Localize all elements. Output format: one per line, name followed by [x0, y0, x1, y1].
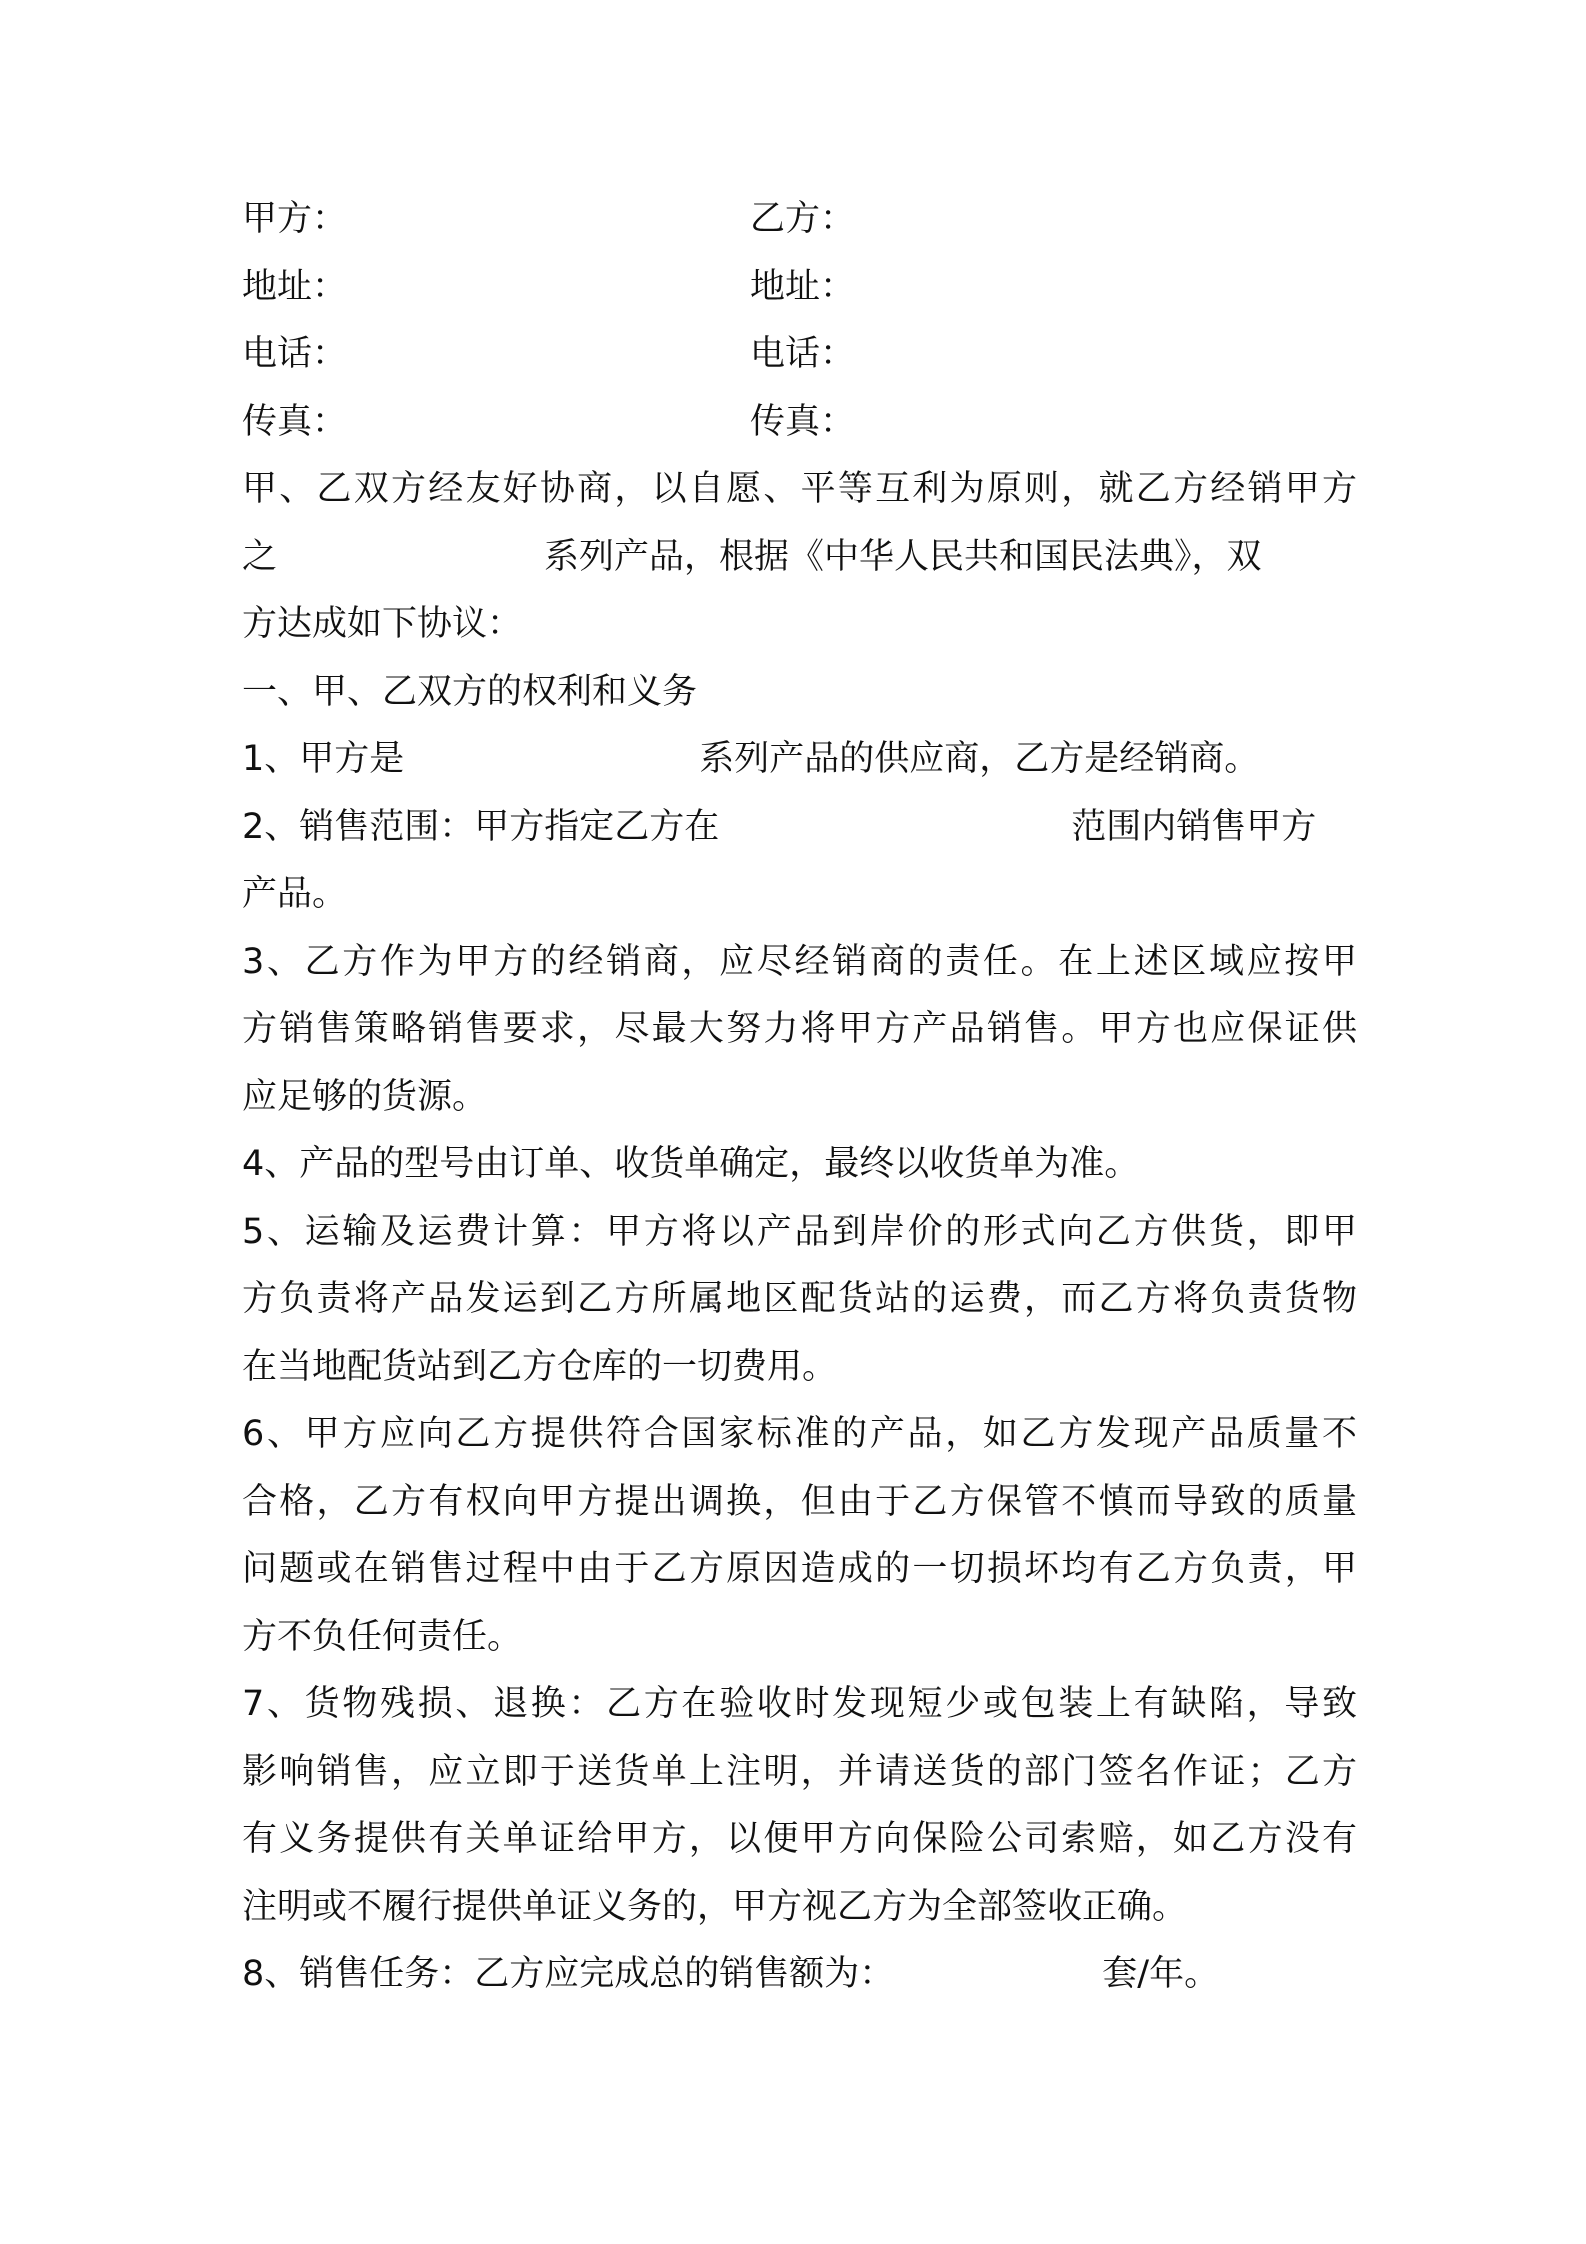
clause-7-line-3: 有义务提供有关单证给甲方，以便甲方向保险公司索赔，如乙方没有: [242, 1819, 1357, 1859]
clause-8-end: 套/年。: [1102, 1954, 1220, 1994]
clause-1-end: 系列产品的供应商，乙方是经销商。: [699, 739, 1260, 779]
clause-2-line-2: 产品。: [242, 874, 348, 914]
clause-6-line-1: 6、甲方应向乙方提供符合国家标准的产品，如乙方发现产品质量不: [242, 1414, 1357, 1454]
party-a-label: 甲方：: [242, 199, 348, 239]
clause-6-line-4: 方不负任何责任。: [242, 1616, 523, 1657]
clause-5-line-2: 方负责将产品发运到乙方所属地区配货站的运费，而乙方将负责货物: [242, 1279, 1357, 1319]
intro-line-2-end: 系列产品，根据《中华人民共和国民法典》，双: [544, 536, 1262, 577]
clause-5-line-1: 5、运输及运费计算：甲方将以产品到岸价的形式向乙方供货，即甲: [242, 1211, 1357, 1252]
clause-2-end: 范围内销售甲方: [1071, 806, 1317, 847]
clause-6-line-2: 合格，乙方有权向甲方提出调换，但由于乙方保管不慎而导致的质量: [242, 1481, 1357, 1522]
clause-4: 4、产品的型号由订单、收货单确定，最终以收货单为准。: [242, 1144, 1140, 1184]
clause-6-line-3: 问题或在销售过程中由于乙方原因造成的一切损坏均有乙方负责，甲: [242, 1549, 1357, 1589]
clause-3-line-2: 方销售策略销售要求，尽最大努力将甲方产品销售。甲方也应保证供: [242, 1009, 1357, 1049]
party-a-fax-label: 传真：: [242, 401, 348, 442]
intro-line-2-start: 之: [242, 536, 278, 577]
party-b-fax-label: 传真：: [750, 401, 856, 442]
clause-7-line-4: 注明或不履行提供单证义务的，甲方视乙方为全部签收正确。: [242, 1886, 1188, 1927]
party-b-address-label: 地址：: [750, 266, 856, 307]
clause-3-line-3: 应足够的货源。: [242, 1076, 488, 1117]
party-b-phone-label: 电话：: [750, 334, 856, 374]
section-1-heading: 一、甲、乙双方的权利和义务: [242, 671, 698, 712]
clause-3-line-1: 3、乙方作为甲方的经销商，应尽经销商的责任。在上述区域应按甲: [242, 941, 1357, 982]
clause-8-start: 8、销售任务：乙方应完成总的销售额为：: [242, 1954, 895, 1994]
intro-line-1: 甲、乙双方经友好协商，以自愿、平等互利为原则，就乙方经销甲方: [242, 469, 1357, 509]
clause-5-line-3: 在当地配货站到乙方仓库的一切费用。: [242, 1346, 838, 1387]
intro-line-2: [242, 524, 1357, 592]
party-row-fax: [242, 389, 1357, 457]
party-row-name: [242, 186, 1357, 254]
party-a-address-label: 地址：: [242, 266, 348, 307]
clause-2: [242, 794, 1357, 862]
party-b-label: 乙方：: [750, 199, 856, 239]
clause-8: [242, 1941, 1357, 2009]
clause-1-start: 1、甲方是: [242, 739, 405, 779]
clause-2-start: 2、销售范围：甲方指定乙方在: [242, 806, 720, 847]
contract-page: [242, 186, 1357, 2009]
clause-1: [242, 726, 1357, 794]
clause-7-line-2: 影响销售，应立即于送货单上注明，并请送货的部门签名作证；乙方: [242, 1751, 1357, 1792]
party-row-address: [242, 254, 1357, 322]
party-a-phone-label: 电话：: [242, 334, 348, 374]
party-row-phone: [242, 321, 1357, 389]
clause-7-line-1: 7、货物残损、退换：乙方在验收时发现短少或包装上有缺陷，导致: [242, 1684, 1357, 1724]
intro-line-3: 方达成如下协议：: [242, 604, 523, 644]
